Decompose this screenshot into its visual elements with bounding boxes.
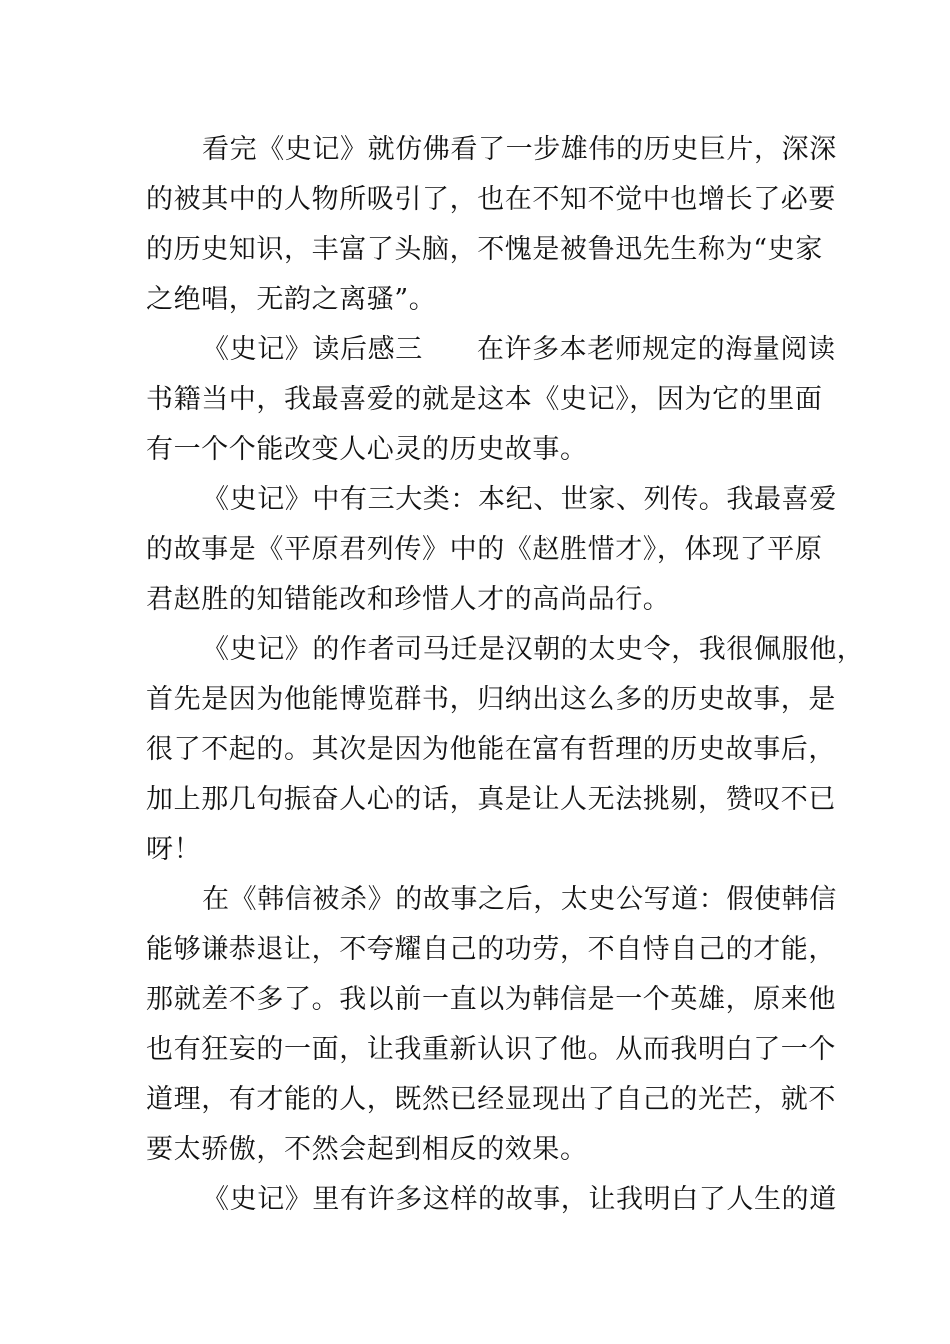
paragraph-6-line-1: 《史记》里有许多这样的故事，让我明白了人生的道: [202, 1184, 837, 1215]
paragraph-1-line-2: 的被其中的人物所吸引了，也在不知不觉中也增长了必要: [146, 184, 836, 215]
paragraph-4-line-4: 加上那几句振奋人心的话，真是让人无法挑剔，赞叹不已: [146, 784, 836, 815]
paragraph-3-line-3: 君赵胜的知错能改和珍惜人才的高尚品行。: [146, 584, 671, 615]
paragraph-2-line-1-text: 在许多本老师规定的海量阅读: [476, 334, 836, 365]
paragraph-2-line-2: 书籍当中，我最喜爱的就是这本《史记》，因为它的里面: [146, 384, 823, 415]
paragraph-2-line-3: 有一个个能改变人心灵的历史故事。: [146, 434, 588, 465]
paragraph-4-line-5: 呀！: [146, 834, 202, 865]
paragraph-4-line-3: 很了不起的。其次是因为他能在富有哲理的历史故事后，: [146, 734, 836, 765]
paragraph-4-line-2: 首先是因为他能博览群书，归纳出这么多的历史故事，是: [146, 684, 836, 715]
paragraph-3-line-1: 《史记》中有三大类：本纪、世家、列传。我最喜爱: [202, 484, 837, 515]
paragraph-4-line-1: 《史记》的作者司马迁是汉朝的太史令，我很佩服他，: [202, 634, 865, 665]
paragraph-1-line-4: 之绝唱，无韵之离骚”。: [146, 284, 437, 315]
paragraph-5-line-4: 也有狂妄的一面，让我重新认识了他。从而我明白了一个: [146, 1034, 836, 1065]
paragraph-5-line-1: 在《韩信被杀》的故事之后，太史公写道：假使韩信: [202, 884, 837, 915]
paragraph-5-line-2: 能够谦恭退让，不夸耀自己的功劳，不自恃自己的才能，: [146, 934, 836, 965]
paragraph-1-line-3: 的历史知识，丰富了头脑，不愧是被鲁迅先生称为“史家: [146, 234, 823, 265]
paragraph-1-line-1: 看完《史记》就仿佛看了一步雄伟的历史巨片，深深: [202, 134, 837, 165]
paragraph-3-line-2: 的故事是《平原君列传》中的《赵胜惜才》，体现了平原: [146, 534, 823, 565]
paragraph-2-line-1: [202, 333, 836, 367]
section-heading: 《史记》读后感三: [202, 334, 423, 365]
paragraph-5-line-5: 道理，有才能的人，既然已经显现出了自己的光芒，就不: [146, 1084, 836, 1115]
paragraph-5-line-6: 要太骄傲，不然会起到相反的效果。: [146, 1134, 588, 1165]
paragraph-5-line-3: 那就差不多了。我以前一直以为韩信是一个英雄，原来他: [146, 984, 836, 1015]
